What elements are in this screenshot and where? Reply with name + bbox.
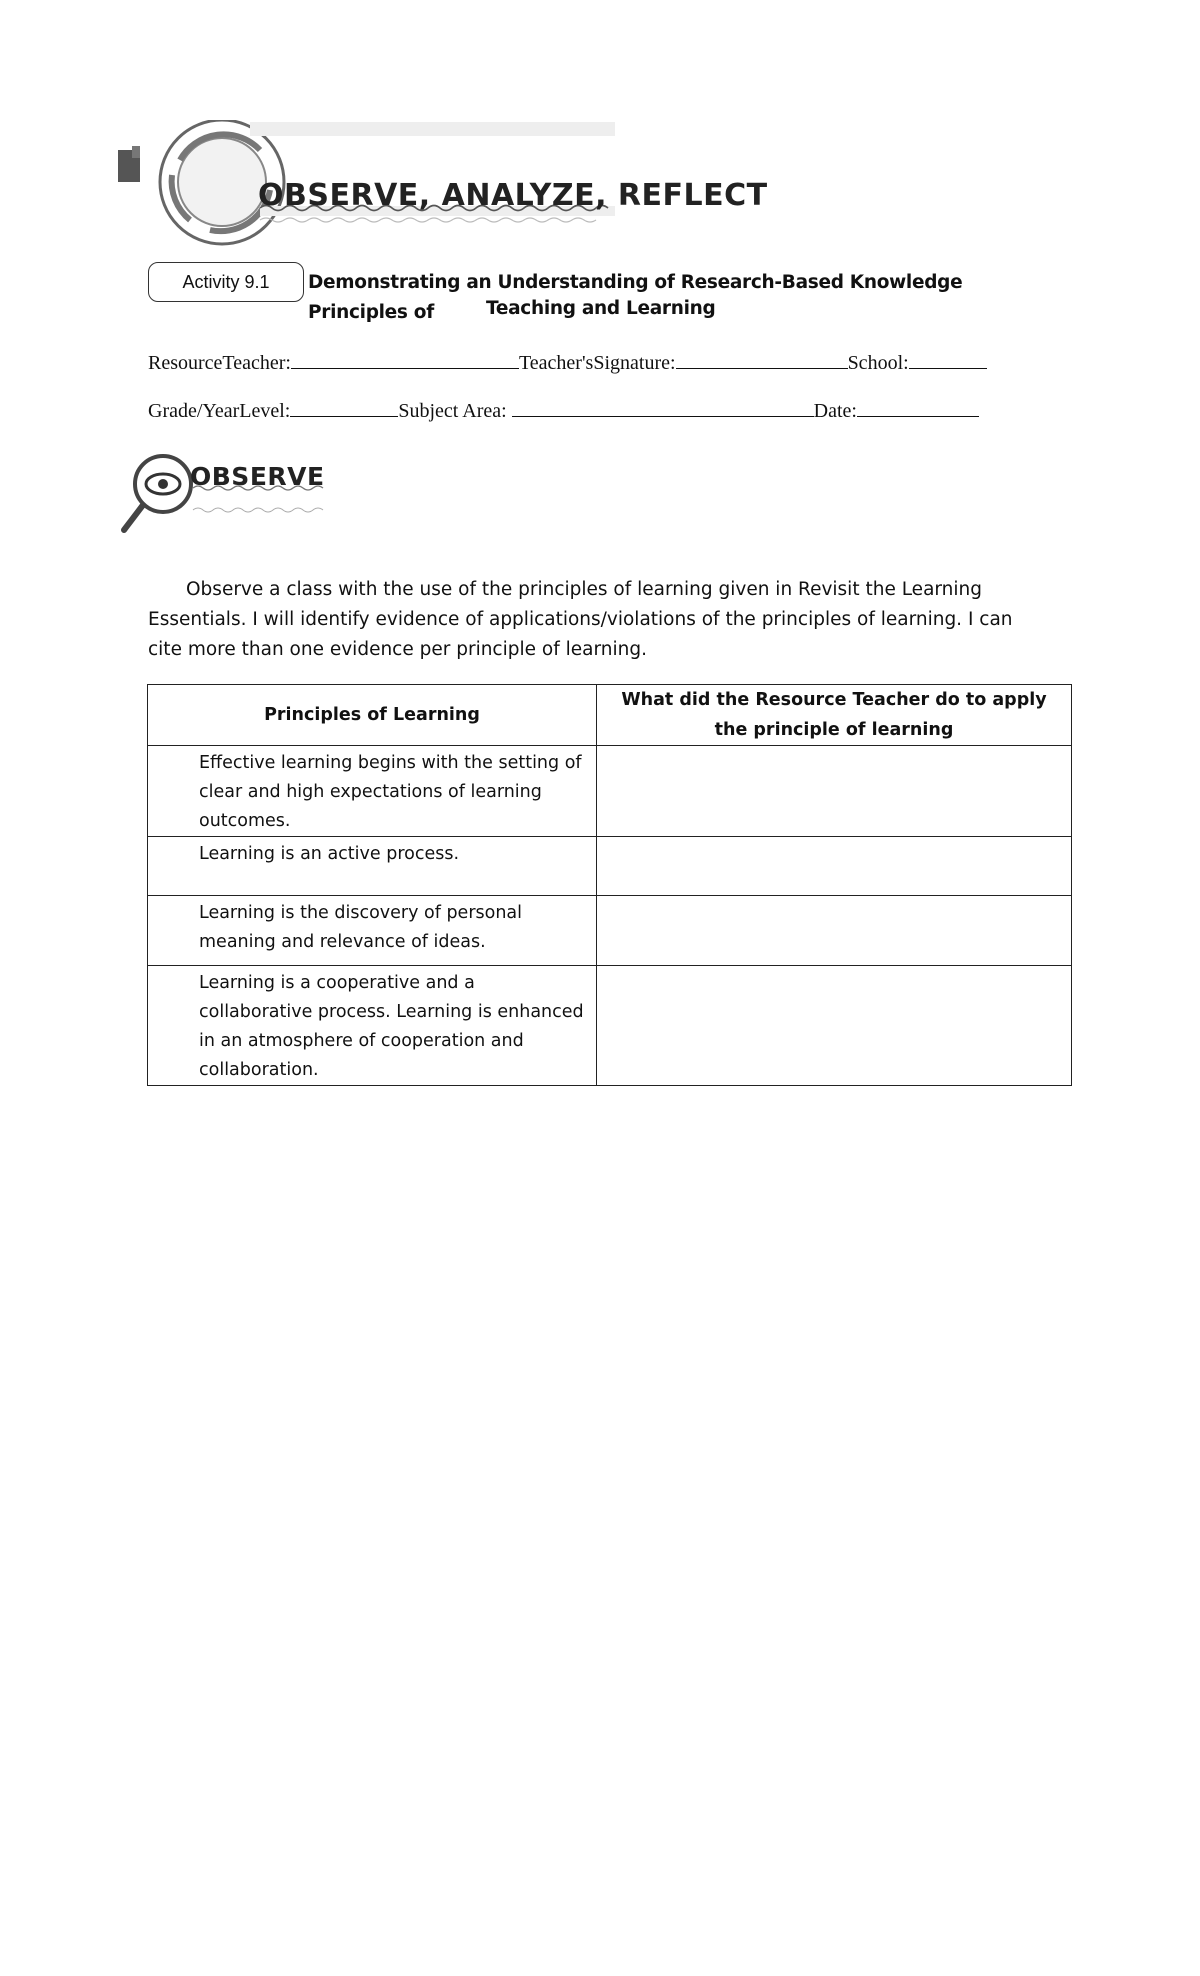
- evidence-cell[interactable]: [597, 837, 1072, 896]
- principle-cell: [148, 896, 597, 966]
- subject-field[interactable]: [512, 398, 814, 417]
- principle-text: Learning is an active process.: [199, 844, 460, 864]
- subject-label: Subject Area:: [398, 400, 512, 422]
- header-principles: Principles of Learning: [148, 685, 597, 746]
- evidence-cell[interactable]: [597, 896, 1072, 966]
- signature-label: Teacher'sSignature:: [518, 352, 676, 374]
- activity-title: Demonstrating an Understanding of Research-Based Knowledge Principles of: [308, 272, 963, 323]
- date-field[interactable]: [857, 398, 979, 417]
- signature-field[interactable]: [676, 350, 848, 369]
- principle-cell: [148, 746, 597, 837]
- date-label: Date:: [813, 400, 857, 422]
- resource-teacher-label: ResourceTeacher:: [148, 352, 291, 374]
- table-row: [148, 966, 1072, 1086]
- school-field[interactable]: [909, 350, 987, 369]
- banner-title: OBSERVE, ANALYZE, REFLECT: [258, 178, 768, 213]
- activity-title-continued: Teaching and Learning: [486, 298, 716, 319]
- form-line-teacher: [148, 350, 987, 375]
- evidence-cell[interactable]: [597, 746, 1072, 837]
- evidence-cell[interactable]: [597, 966, 1072, 1086]
- school-label: School:: [847, 352, 909, 374]
- principle-text: Learning is the discovery of personal meaning and relevance of ideas.: [199, 903, 523, 952]
- instructions-text: Observe a class with the use of the principles of learning given in Revisit the Learning Essentials. I will identify evidence of applications/violations of the principles of learning. I can cite more than one evidence per principle of learning.: [148, 579, 1013, 660]
- grade-label: Grade/YearLevel:: [148, 400, 291, 422]
- resource-teacher-field[interactable]: [291, 350, 519, 369]
- table-header-row: [148, 685, 1072, 746]
- table-row: [148, 837, 1072, 896]
- principle-cell: [148, 966, 597, 1086]
- principle-text: Learning is a cooperative and a collaborative process. Learning is enhanced in an atmosphere of cooperation and collaboration.: [199, 973, 584, 1080]
- principles-table: [147, 684, 1072, 1086]
- table-row: [148, 896, 1072, 966]
- activity-label: Activity 9.1: [148, 262, 304, 302]
- observe-title: OBSERVE: [190, 462, 325, 491]
- instructions-paragraph: [148, 575, 1028, 665]
- principle-cell: [148, 837, 597, 896]
- grade-field[interactable]: [290, 398, 398, 417]
- table-row: [148, 746, 1072, 837]
- header-teacher-application: What did the Resource Teacher do to apply the principle of learning: [597, 685, 1072, 746]
- form-line-grade: [148, 398, 979, 423]
- principle-text: Effective learning begins with the setting of clear and high expectations of learning outcomes.: [199, 753, 582, 831]
- magnifier-eye-icon: [124, 456, 191, 530]
